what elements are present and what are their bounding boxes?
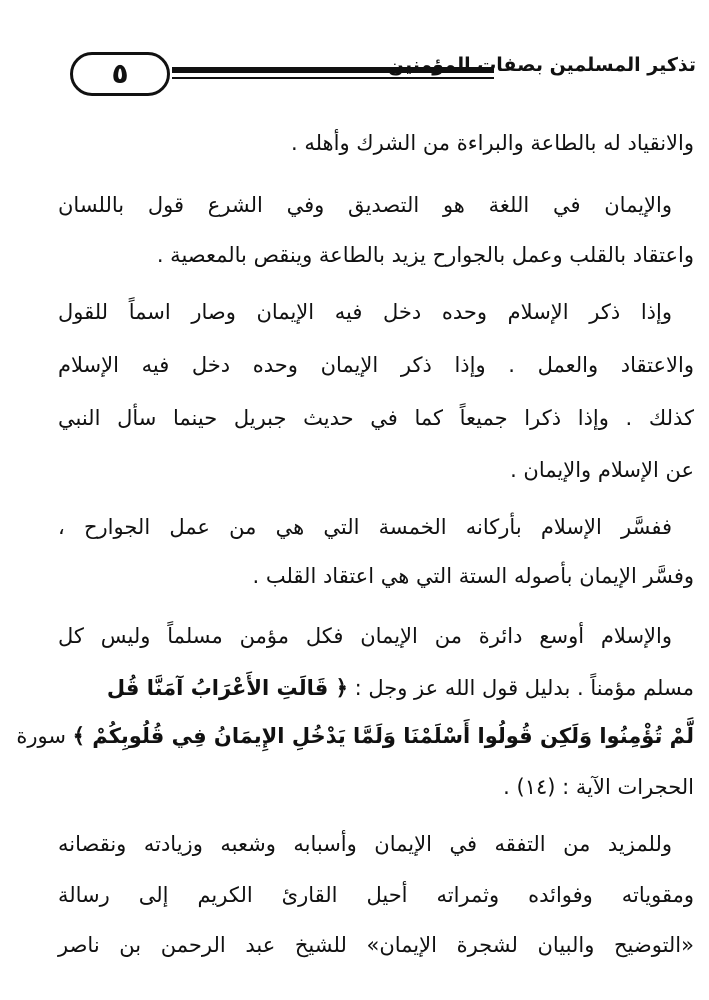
quran-verse: لَّمْ تُؤْمِنُوا وَلَكِن قُولُوا أَسْلَمْنَا وَلَمَّا يَدْخُلِ الإِيمَانُ فِي قُلُوبِكُمْ ﴾	[72, 724, 694, 748]
text-run: سورة	[16, 724, 66, 748]
running-title: تذكير المسلمين بصفات المؤمنين	[387, 54, 696, 76]
text-line: ففسَّر الإسلام بأركانه الخمسة التي هي من عمل الجوارح ،	[58, 515, 672, 539]
text-line	[58, 672, 694, 704]
text-line: الحجرات الآية : (١٤) .	[503, 775, 694, 799]
text-line: كذلك . وإذا ذكرا جميعاً كما في حديث جبريل حينما سأل النبي	[58, 406, 694, 430]
text-line: «التوضيح والبيان لشجرة الإيمان» للشيخ عبد الرحمن بن ناصر	[58, 933, 694, 957]
text-run: مسلم مؤمناً . بدليل قول الله عز وجل :	[354, 676, 694, 700]
text-line: والإسلام أوسع دائرة من الإيمان فكل مؤمن مسلماً وليس كل	[58, 624, 672, 648]
page-number: ٥	[70, 52, 170, 96]
header-rule-thin	[172, 77, 494, 79]
text-line: وفسَّر الإيمان بأصوله الستة التي هي اعتقاد القلب .	[252, 564, 694, 588]
text-line: وإذا ذكر الإسلام وحده دخل فيه الإيمان وصار اسماً للقول	[58, 300, 672, 324]
text-line: والاعتقاد والعمل . وإذا ذكر الإيمان وحده دخل فيه الإسلام	[58, 353, 694, 377]
text-line	[16, 720, 694, 752]
text-line: عن الإسلام والإيمان .	[510, 458, 694, 482]
text-line: والإيمان في اللغة هو التصديق وفي الشرع قول باللسان	[58, 193, 672, 217]
page-header	[60, 40, 696, 110]
quran-verse: ﴿ قَالَتِ الأَعْرَابُ آمَنَّا قُل	[106, 676, 348, 700]
text-line: ومقوياته وفوائده وثمراته أحيل القارئ الكريم إلى رسالة	[58, 883, 694, 907]
text-line: وللمزيد من التفقه في الإيمان وأسبابه وشعبه وزيادته ونقصانه	[58, 832, 672, 856]
text-line: واعتقاد بالقلب وعمل بالجوارح يزيد بالطاعة وينقص بالمعصية .	[156, 243, 694, 267]
text-line: والانقياد له بالطاعة والبراءة من الشرك وأهله .	[291, 131, 694, 155]
